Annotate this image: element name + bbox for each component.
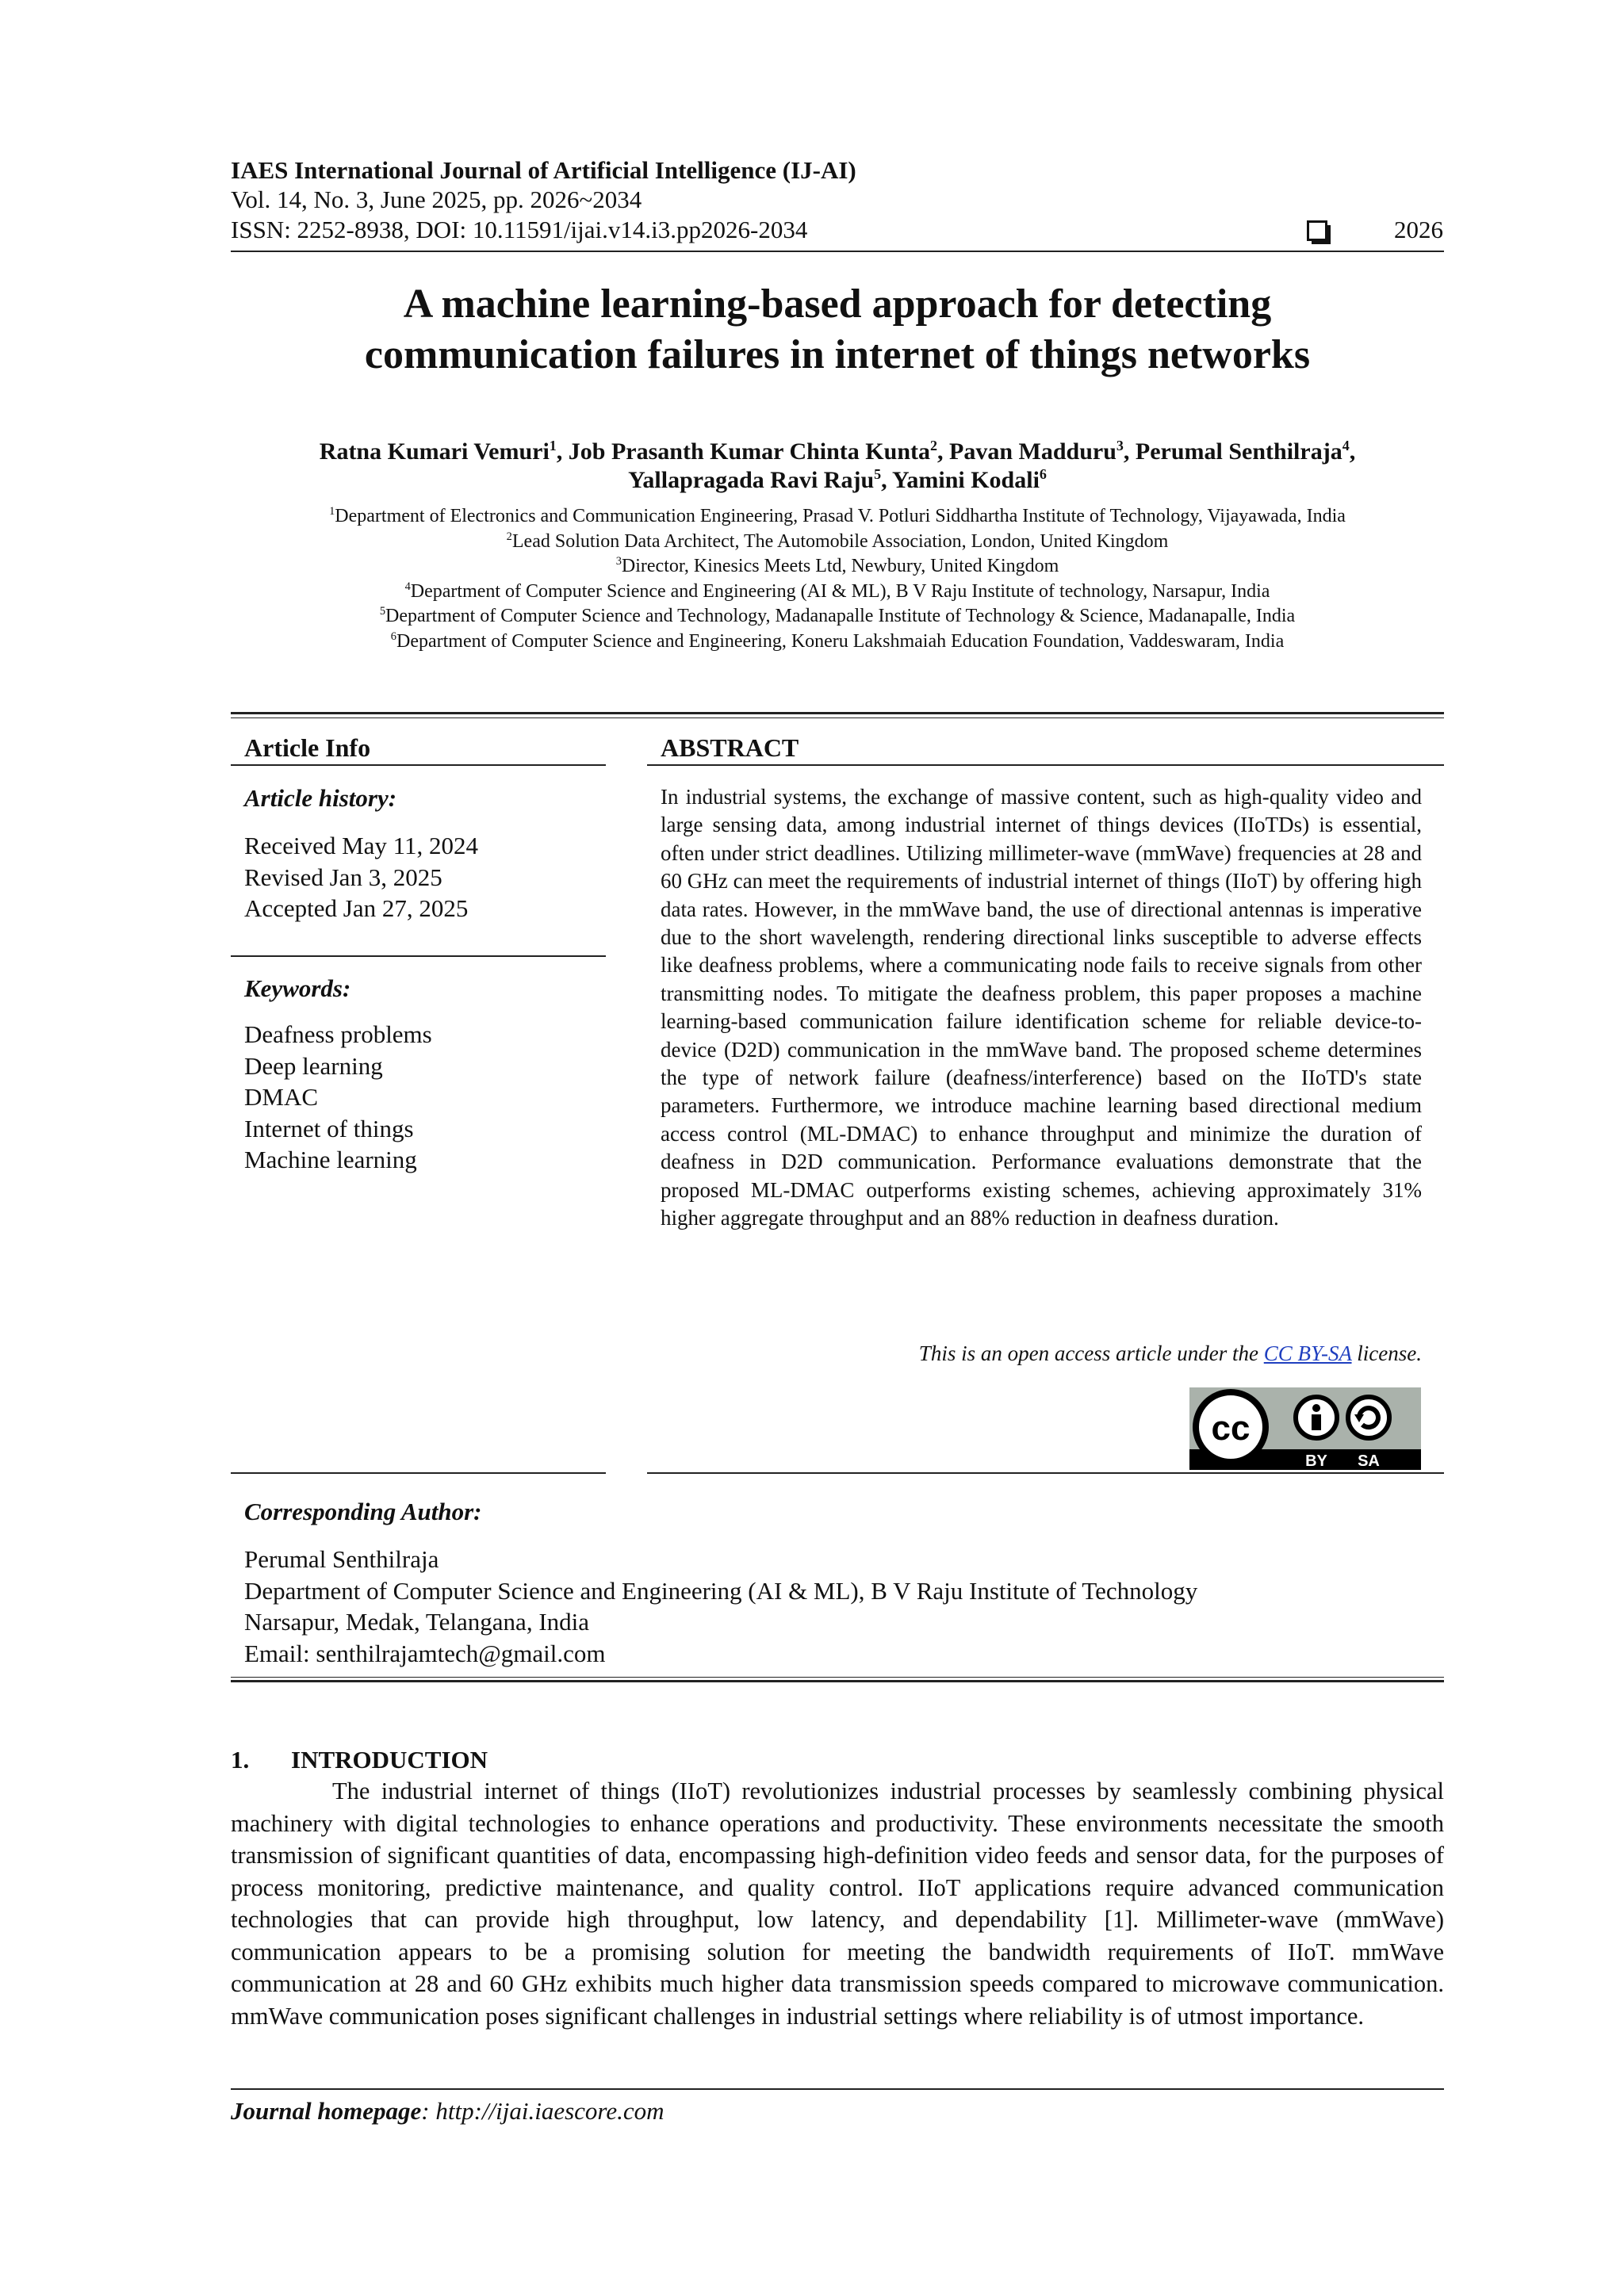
info-bottom-rule-thin bbox=[231, 1677, 1444, 1678]
affiliation-text: Director, Kinesics Meets Ltd, Newbury, United Kingdom bbox=[621, 556, 1059, 576]
author-name: Perumal Senthilraja bbox=[1135, 438, 1342, 465]
footer-rule bbox=[231, 2088, 1444, 2090]
keyword: DMAC bbox=[244, 1083, 319, 1111]
author-sep: , bbox=[556, 438, 569, 465]
homepage-url[interactable]: : http://ijai.iaescore.com bbox=[421, 2097, 665, 2125]
title-line-2: communication failures in internet of things networks bbox=[364, 332, 1311, 377]
article-history bbox=[244, 830, 478, 924]
author-sup: 3 bbox=[1116, 438, 1124, 453]
affiliation-text: Department of Computer Science and Engineering, Koneru Lakshmaiah Education Foundation, Vaddeswaram, India bbox=[396, 630, 1285, 652]
info-bottom-rule bbox=[231, 1680, 1444, 1682]
by-person-head bbox=[1312, 1404, 1320, 1412]
intro-number: 1. bbox=[231, 1746, 250, 1774]
author-sup: 2 bbox=[930, 438, 937, 453]
issn-doi-line: ISSN: 2252-8938, DOI: 10.11591/ijai.v14.i3.pp2026-2034 bbox=[231, 216, 808, 243]
homepage-label: Journal homepage bbox=[231, 2097, 422, 2125]
corresponding-name: Perumal Senthilraja bbox=[244, 1545, 439, 1573]
author-name: Pavan Madduru bbox=[949, 438, 1116, 465]
sa-label: SA bbox=[1358, 1452, 1380, 1470]
volume-line: Vol. 14, No. 3, June 2025, pp. 2026~2034 bbox=[231, 186, 642, 213]
affiliation-text: Department of Computer Science and Technology, Madanapalle Institute of Technology & Science, Madanapalle, India bbox=[385, 606, 1296, 626]
affiliation bbox=[231, 530, 1444, 555]
author-sup: 4 bbox=[1342, 438, 1350, 453]
affiliation bbox=[231, 554, 1444, 580]
keywords-rule bbox=[231, 955, 606, 957]
by-label: BY bbox=[1305, 1452, 1327, 1470]
sa-circle bbox=[1348, 1397, 1389, 1438]
keyword: Deafness problems bbox=[244, 1020, 432, 1048]
received-date: Received May 11, 2024 bbox=[244, 832, 478, 859]
keyword: Internet of things bbox=[244, 1114, 414, 1142]
affiliation-list bbox=[231, 504, 1444, 654]
abstract-bottom-rule bbox=[647, 1472, 1444, 1474]
affiliation-sup: 1 bbox=[329, 505, 335, 518]
intro-heading bbox=[231, 1745, 488, 1775]
revised-date: Revised Jan 3, 2025 bbox=[244, 863, 442, 891]
author-name: Job Prasanth Kumar Chinta Kunta bbox=[568, 438, 930, 465]
header-rule bbox=[231, 251, 1444, 252]
article-history-heading: Article history: bbox=[244, 784, 397, 812]
corresponding-dept: Department of Computer Science and Engineering (AI & ML), B V Raju Institute of Technology bbox=[244, 1576, 1198, 1605]
affiliation bbox=[231, 580, 1444, 605]
abstract-heading: ABSTRACT bbox=[661, 733, 799, 762]
affiliation bbox=[231, 504, 1444, 530]
author-sep: , bbox=[1123, 438, 1136, 465]
keywords-list bbox=[244, 1019, 432, 1176]
affiliation-sup: 4 bbox=[404, 580, 411, 593]
author-name: Ratna Kumari Vemuri bbox=[319, 438, 550, 465]
affiliation-text: Department of Electronics and Communication Engineering, Prasad V. Potluri Siddhartha Institute of Technology, Vijayawada, India bbox=[335, 506, 1346, 526]
journal-name: IAES International Journal of Artificial Intelligence (IJ-AI) bbox=[231, 156, 856, 184]
article-info-bottom-rule bbox=[231, 1472, 606, 1474]
affiliation-sup: 5 bbox=[379, 605, 386, 618]
intro-title: INTRODUCTION bbox=[291, 1746, 488, 1774]
affiliation-sup: 3 bbox=[615, 555, 622, 568]
affiliation bbox=[231, 629, 1444, 655]
license-prefix: This is an open access article under the bbox=[918, 1341, 1264, 1365]
affiliation-sup: 6 bbox=[390, 629, 396, 643]
keywords-heading: Keywords: bbox=[244, 974, 351, 1002]
paper-title bbox=[231, 279, 1444, 381]
by-person-body bbox=[1312, 1414, 1321, 1430]
accepted-date: Accepted Jan 27, 2025 bbox=[244, 894, 469, 922]
license-suffix: license. bbox=[1351, 1341, 1422, 1365]
author-sup: 5 bbox=[874, 466, 882, 482]
author-sep: , bbox=[1349, 438, 1356, 465]
corresponding-author bbox=[244, 1544, 1197, 1669]
title-line-1: A machine learning-based approach for detecting bbox=[403, 281, 1272, 327]
journal-homepage bbox=[231, 2096, 664, 2126]
author-list bbox=[231, 438, 1444, 495]
cc-by-sa-badge-icon[interactable] bbox=[1189, 1387, 1421, 1470]
keyword: Deep learning bbox=[244, 1051, 383, 1080]
square-icon bbox=[1307, 220, 1327, 245]
abstract-text: In industrial systems, the exchange of massive content, such as high-quality video and large sensing data, among industrial internet of things devices (IIoTDs) is essential, often under strict deadlines. Utilizing millimeter-wave (mmWave) frequencies at 28 and 60 GHz can meet the requirements of industrial internet of things (IIoT) by offering high data rates. However, in the mmWave band, the use of directional antennas is imperative due to the short wavelength, rendering directional links susceptible to adverse effects like deafness problems, where a communicating node fails to receive signals from other transmitting nodes. To mitigate the deafness problem, this paper proposes a machine learning-based communication failure identification scheme for reliable device-to-device (D2D) communication in the mmWave band. The proposed scheme determines the type of network failure (deafness/interference) based on the IIoTD's state parameters. Furthermore, we introduce machine learning based directional medium access control (ML-DMAC) to enhance throughput and minimize the duration of deafness in D2D communication. Performance evaluations demonstrate that the proposed ML-DMAC outperforms existing schemes, achieving approximately 31% higher aggregate throughput and an 88% reduction in deafness duration. bbox=[661, 785, 1422, 1230]
corresponding-email[interactable]: Email: senthilrajamtech@gmail.com bbox=[244, 1639, 606, 1667]
cc-text: cc bbox=[1211, 1409, 1251, 1448]
author-sup: 1 bbox=[549, 438, 557, 453]
keyword: Machine learning bbox=[244, 1146, 417, 1173]
article-info-heading: Article Info bbox=[244, 733, 371, 762]
license-statement bbox=[661, 1340, 1422, 1367]
info-top-rule bbox=[231, 712, 1444, 714]
corresponding-address: Narsapur, Medak, Telangana, India bbox=[244, 1608, 590, 1636]
affiliation-sup: 2 bbox=[506, 530, 512, 543]
author-name: Yallapragada Ravi Raju bbox=[628, 467, 875, 493]
abstract-rule bbox=[647, 764, 1444, 766]
article-info-rule bbox=[231, 764, 606, 766]
cc-by-sa-link[interactable]: CC BY-SA bbox=[1263, 1341, 1352, 1365]
page-number: 2026 bbox=[1394, 216, 1443, 243]
affiliation bbox=[231, 604, 1444, 629]
author-name: Yamini Kodali bbox=[892, 467, 1040, 493]
corresponding-heading: Corresponding Author: bbox=[244, 1498, 482, 1525]
author-sup: 6 bbox=[1039, 466, 1047, 482]
intro-paragraph: The industrial internet of things (IIoT) revolutionizes industrial processes by seamlessly combining physical machinery with digital technologies to enhance operations and productivity. These environments necessitate the smooth transmission of significant quantities of data, encompassing high-definition video feeds and sensor data, for the purposes of process monitoring, predictive maintenance, and quality control. IIoT applications require advanced communication technologies that can provide high throughput, low latency, and dependability [1]. Millimeter-wave (mmWave) communication appears to be a promising solution for meeting the bandwidth requirements of IIoT. mmWave communication at 28 and 60 GHz exhibits much higher data transmission speeds compared to microwave communication. mmWave communication poses significant challenges in industrial settings where reliability is of utmost importance. bbox=[231, 1777, 1444, 2030]
author-sep: , bbox=[937, 438, 949, 465]
author-sep: , bbox=[881, 467, 893, 493]
affiliation-text: Lead Solution Data Architect, The Automobile Association, London, United Kingdom bbox=[511, 530, 1169, 552]
affiliation-text: Department of Computer Science and Engineering (AI & ML), B V Raju Institute of technology, Narsapur, India bbox=[410, 580, 1270, 602]
